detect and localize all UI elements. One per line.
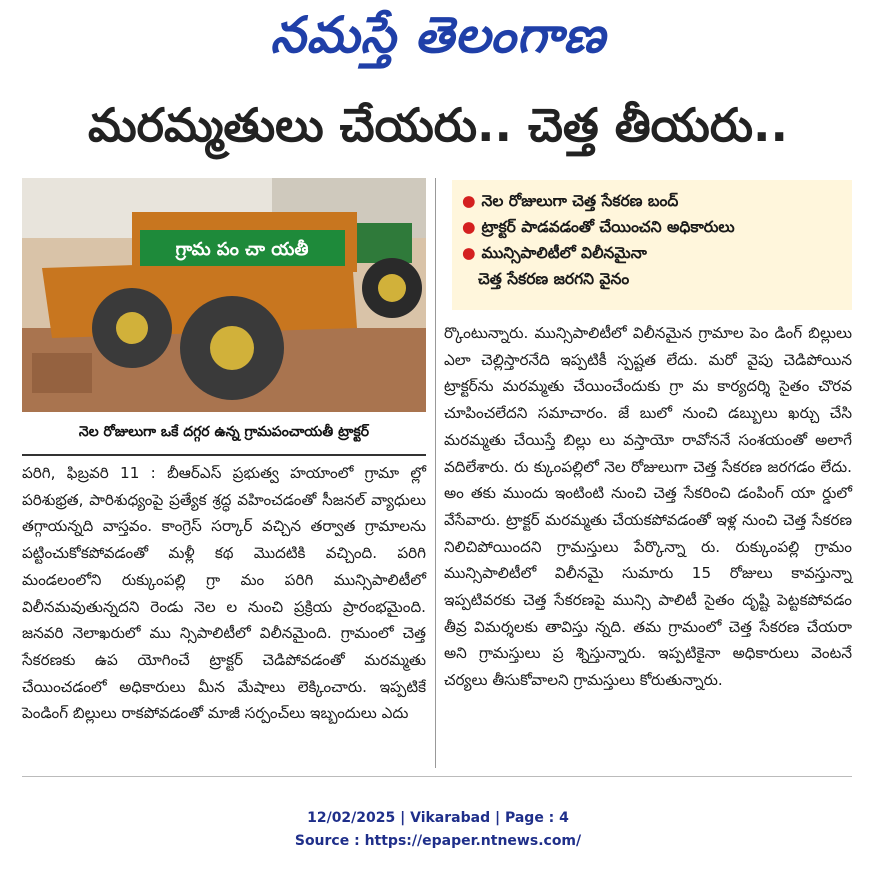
footer-date-edition: 12/02/2025 | Vikarabad | Page : 4 <box>307 810 569 826</box>
highlight-item <box>462 240 842 266</box>
bullet-icon: ● <box>462 218 476 236</box>
headline: మరమ్మతులు చేయరు.. చెత్త తీయరు.. <box>88 98 788 152</box>
masthead-logo: నమస్తే తెలంగాణ <box>270 6 606 64</box>
highlight-text: నెల రోజులుగా చెత్త సేకరణ బంద్ <box>481 192 679 210</box>
footer-source-link[interactable]: Source : https://epaper.ntnews.com/ <box>294 833 582 849</box>
highlights-box <box>452 180 852 310</box>
tractor-panel-text: గ్రామ పం చా యతీ <box>175 239 309 260</box>
highlight-item <box>462 214 842 240</box>
footer-divider <box>22 776 852 777</box>
column-divider <box>435 178 436 768</box>
bullet-icon: ● <box>462 244 476 262</box>
caption-divider <box>22 454 426 456</box>
article-paragraph: ర్కొంటున్నారు. మున్సిపాలిటీలో విలీనమైన గ్రామాల పెం డింగ్ బిల్లులు ఎలా చెల్లిస్తారనేది ఇప్పటికీ స్పష్టత లేదు. మరో వైపు చెడిపోయిన ట్రాక్టర్‌ను మరమ్మతు చేయించేందుకు గ్రా మ కార్యదర్శి సైతం చొరవ చూపించలేదని సమాచారం. జే బులో నుంచి డబ్బులు ఖర్చు చేసి మరమ్మతు చేయిస్తే బిల్లు లు వస్తాయో రావోననే సంశయంతో అలాగే వదిలేశారు. రు క్కుంపల్లిలో నెల రోజులుగా చెత్త సేకరణ జరగడం లేదు. అం తకు ముందు ఇంటింటి నుంచి చెత్త సేకరించి డంపింగ్ యా ర్డులో వేసేవారు. ట్రాక్టర్ మరమ్మతు చేయకపోవడంతో ఇళ్ల నుంచి చెత్త సేకరణ నిలిచిపోయిందని గ్రామస్తులు పేర్కొన్నా రు. రుక్కుంపల్లి గ్రామం మున్సిపాలిటీలో విలీనమై సుమారు 15 రోజులు కావస్తున్నా ఇప్పటివరకు చెత్త సేకరణపై మున్సి పాలిటీ సైతం దృష్టి పెట్టకపోవడం తీవ్ర విమర్శలకు తావిస్తు న్నది. తమ గ్రామంలో చెత్త సేకరణ చేయరా అని గ్రామస్తులు ప్ర శ్నిస్తున్నారు. ఇప్పటికైనా అధికారులు వెంటనే చర్యలు తీసుకోవాలని గ్రామస్తులు కోరుతున్నారు. <box>444 324 852 690</box>
article-column-right <box>444 320 852 770</box>
highlight-text: ట్రాక్టర్ పాడవడంతో చేయించని అధికారులు <box>481 218 735 236</box>
article-column-left <box>22 460 426 760</box>
article-paragraph: పరిగి, ఫిబ్రవరి 11 : బీఆర్ఎస్ ప్రభుత్వ హయాంలో గ్రామా ల్లో పరిశుభ్రత, పారిశుధ్యంపై ప్రత్యేక శ్రద్ధ వహించడంతో సీజనల్ వ్యాధులు తగ్గాయన్నది వాస్తవం. కాంగ్రెస్ సర్కార్ వచ్చిన తర్వాత గ్రామాలను పట్టించుకోకపోవడంతో మళ్లీ కథ మొదటికి వచ్చింది. పరిగి మండలంలోని రుక్కుంపల్లి గ్రా మం పరిగి మున్సిపాలిటీలో విలీనమవుతున్నదని రెండు నెల ల నుంచి ప్రక్రియ ప్రారంభమైంది. జనవరి నెలాఖరులో ము న్సిపాలిటీలో విలీనమైంది. గ్రామంలో చెత్త సేకరణకు ఉప యోగించే ట్రాక్టర్ చెడిపోవడంతో మరమ్మతు చేయించడంలో అధికారులు మీన మేషాలు లెక్కించారు. ఇప్పటికే పెండింగ్ బిల్లులు రాకపోవడంతో మాజీ సర్పంచ్‌లు ఇబ్బందులు ఎదు <box>22 464 426 723</box>
bullet-icon: ● <box>462 192 476 210</box>
highlight-item <box>462 188 842 214</box>
tractor-photo <box>22 178 426 412</box>
highlight-text: మున్సిపాలిటీలో విలీనమైనా <box>481 244 647 262</box>
photo-caption: నెల రోజులుగా ఒకే దగ్గర ఉన్న గ్రామపంచాయతీ ట్రాక్టర్ <box>78 424 370 440</box>
highlight-continuation: చెత్త సేకరణ జరగని వైనం <box>478 270 630 288</box>
